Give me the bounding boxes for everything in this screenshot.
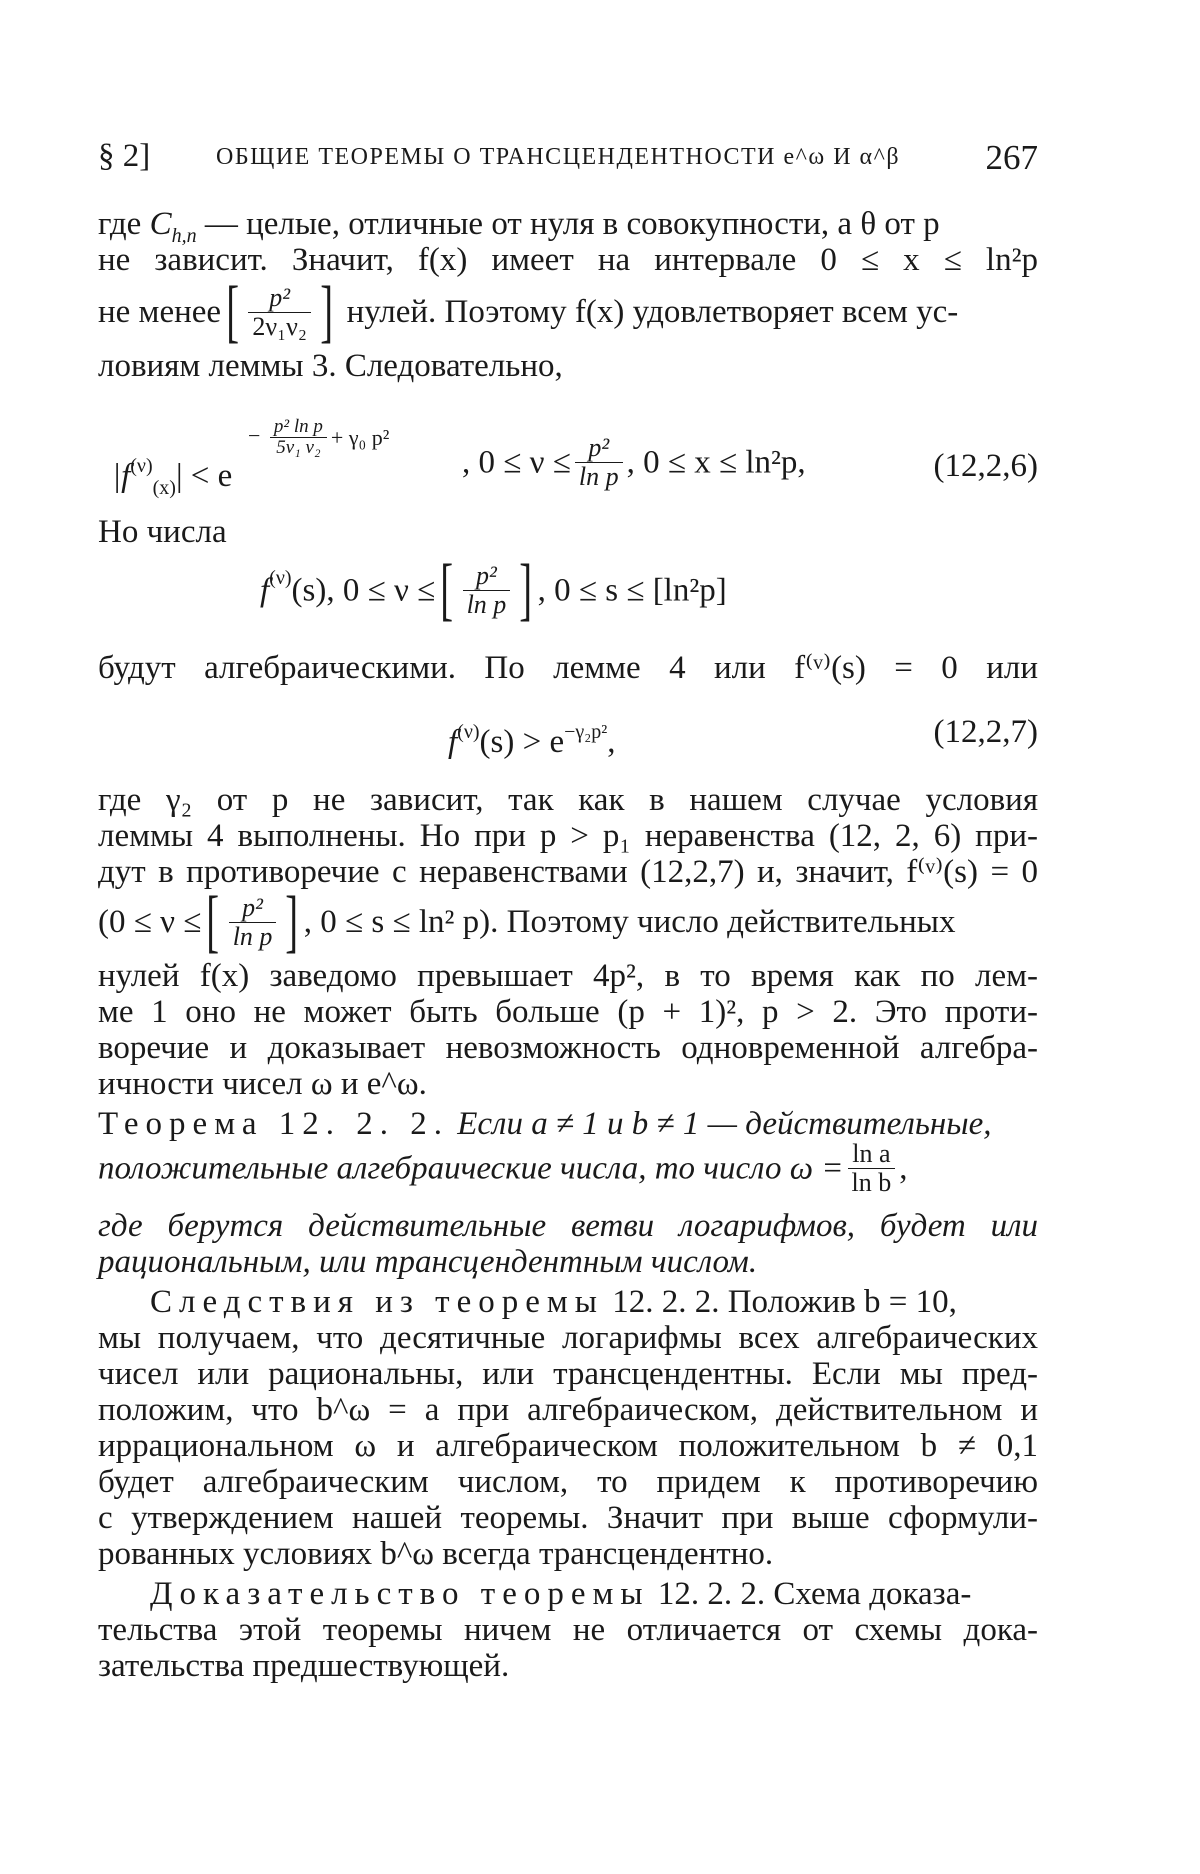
display-formula: $f^{(\nu)}(s)$, 0 ≤ ν ≤[ $\frac{\text{p²}}{\text{ln p}}$ ] , 0 ≤ s ≤ [ln²p] <box>260 551 727 629</box>
text-line: мы получаем, что десятичные логарифмы всех алгебраических <box>98 1320 1038 1356</box>
corollary-line: Следствия из теоремы 12. 2. 2. Положив b = 10, <box>150 1284 957 1320</box>
text-line: леммы 4 выполнены. Но при p > p₁ неравенства (12, 2, 6) при- <box>98 818 1038 854</box>
proof-line: Доказательство теоремы 12. 2. 2. Схема доказа- <box>150 1576 972 1612</box>
text-line: ичности чисел ω и e^ω. <box>98 1066 427 1102</box>
text-line: будет алгебраическим числом, то придем к противоречию <box>98 1464 1038 1500</box>
equation-number: (12,2,7) <box>933 714 1038 750</box>
text-line: положим, что b^ω = a при алгебраическом, действительном и <box>98 1392 1038 1428</box>
text-line: где γ₂ от p не зависит, так как в нашем случае условия <box>98 782 1038 818</box>
text-line: (0 ≤ ν ≤[ $\frac{\text{p²}}{\text{ln p}}$ ] , 0 ≤ s ≤ ln² p). Поэтому число действительных <box>98 883 956 960</box>
text-line: не менее[ $\frac{\text{p²}}{\text{2ν₁ν₂}}$ ] нулей. Поэтому f(x) удовлетворяет всем ус- <box>98 273 959 350</box>
text-line: чисел или рациональны, или трансцендентны. Если мы пред- <box>98 1356 1038 1392</box>
text-line: дут в противоречие с неравенствами (12,2,7) и, значит, f⁽ᵛ⁾(s) = 0 <box>98 854 1038 890</box>
running-header <box>98 138 1038 182</box>
theorem-line: Теорема 12. 2. 2. Если a ≠ 1 и b ≠ 1 — действительные, <box>98 1106 992 1142</box>
section-ref: § 2] <box>98 138 151 174</box>
theorem-line: где берутся действительные ветви логарифмов, будет или <box>98 1208 1038 1244</box>
text-line: тельства этой теоремы ничем не отличается от схемы дока- <box>98 1612 1038 1648</box>
text-line: ме 1 оно не может быть больше (p + 1)², p > 2. Это проти- <box>98 994 1038 1030</box>
text-line: будут алгебраическими. По лемме 4 или f⁽ᵛ⁾(s) = 0 или <box>98 650 1038 686</box>
text-line: нулей f(x) заведомо превышает 4p², в то время как по лем- <box>98 958 1038 994</box>
text-line: зательства предшествующей. <box>98 1648 510 1684</box>
text-line: воречие и доказывает невозможность одновременной алгебра- <box>98 1030 1038 1066</box>
text-line: рованных условиях b^ω всегда трансцендентно. <box>98 1536 774 1572</box>
equation-number: (12,2,6) <box>933 448 1038 484</box>
equation-12-2-6: $|f^{(\nu)}_{(x)}| < e$ − $\frac{\text{p² ln p}}{\text{5ν₁ ν₂}}$ + γ₀ p² , 0 ≤ ν ≤ $\frac{\text{p²}}{\text{ln p}}$ , 0 ≤ x ≤ ln²p, (12,2,6) <box>112 416 1038 499</box>
text-line: Но числа <box>98 514 227 550</box>
text-line: где $C_{h,n}$ — целые, отличные от нуля в совокупности, а θ от p <box>98 206 940 247</box>
text-line: ловиям леммы 3. Следовательно, <box>98 348 563 384</box>
theorem-label: Теорема 12. 2. 2. <box>98 1106 449 1142</box>
text-line: иррациональном ω и алгебраическом положительном b ≠ 0,1 <box>98 1428 1038 1464</box>
text-line: не зависит. Значит, f(x) имеет на интервале 0 ≤ x ≤ ln²p <box>98 242 1038 278</box>
corollary-label: Следствия из теоремы <box>150 1284 604 1320</box>
chapter-title: ОБЩИЕ ТЕОРЕМЫ О ТРАНСЦЕНДЕНТНОСТИ e^ω И α^β <box>216 144 901 170</box>
equation-12-2-7: $f^{(\nu)}(s) > e^{-\gamma_2p^2}$, (12,2,7) <box>448 714 1038 760</box>
theorem-line: положительные алгебраические числа, то число ω = $\frac{\text{ln a}}{\text{ln b}}$ , <box>98 1139 908 1197</box>
text-line: с утверждением нашей теоремы. Значит при выше сформули- <box>98 1500 1038 1536</box>
page-number: 267 <box>985 138 1038 177</box>
theorem-line: рациональным, или трансцендентным числом. <box>98 1244 758 1280</box>
proof-label: Доказательство теоремы <box>150 1576 650 1612</box>
